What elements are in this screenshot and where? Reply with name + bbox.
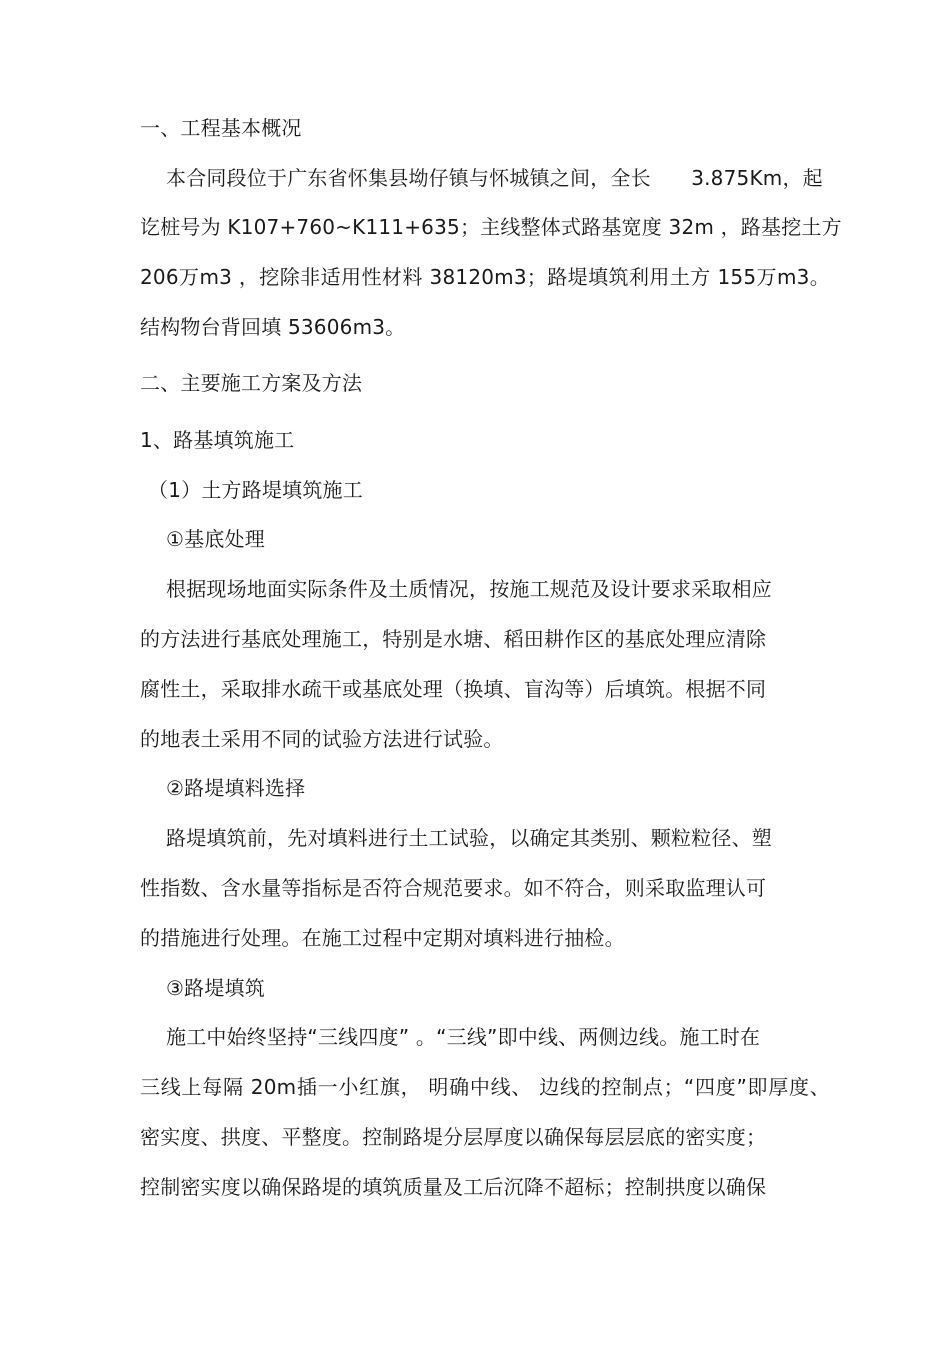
item-heading: ①基底处理 [166, 527, 265, 551]
paragraph-line: 性指数、含水量等指标是否符合规范要求。如不符合，则采取监理认可 [140, 876, 767, 900]
section-heading-2: 二、主要施工方案及方法 [140, 371, 363, 395]
section-heading-1: 一、工程基本概况 [140, 116, 302, 140]
item-heading: ③路堤填筑 [166, 976, 265, 1000]
paragraph-line: 根据现场地面实际条件及土质情况，按施工规范及设计要求采取相应 [166, 577, 772, 601]
paragraph-line: 腐性土，采取排水疏干或基底处理（换填、盲沟等）后填筑。根据不同 [140, 677, 767, 701]
subsubsection-heading: （1）土方路堤填筑施工 [148, 478, 363, 502]
item-heading: ②路堤填料选择 [166, 776, 306, 800]
paragraph-line: 的措施进行处理。在施工过程中定期对填料进行抽检。 [140, 926, 625, 950]
paragraph-line: 密实度、拱度、平整度。控制路堤分层厚度以确保每层层底的密实度； [140, 1125, 767, 1149]
paragraph-line: 的地表土采用不同的试验方法进行试验。 [140, 727, 504, 751]
subsection-heading: 1、路基填筑施工 [140, 428, 295, 452]
paragraph-line: 的方法进行基底处理施工，特别是水塘、稻田耕作区的基底处理应清除 [140, 627, 767, 651]
paragraph-line: 三线上每隔 20m插一小红旗， 明确中线、 边线的控制点；“四度”即厚度、 [140, 1075, 830, 1099]
paragraph-line: 本合同段位于广东省怀集县坳仔镇与怀城镇之间，全长 3.875Km，起 [166, 166, 823, 190]
paragraph-line: 讫桩号为 K107+760~K111+635；主线整体式路基宽度 32m ，路基挖土方 [140, 215, 842, 239]
paragraph-line: 206万m3 ，挖除非适用性材料 38120m3；路堤填筑利用土方 155万m3。 [140, 265, 830, 289]
paragraph-line: 施工中始终坚持“三线四度” 。“三线”即中线、两侧边线。施工时在 [166, 1025, 761, 1049]
paragraph-line: 控制密实度以确保路堤的填筑质量及工后沉降不超标；控制拱度以确保 [140, 1175, 767, 1199]
paragraph-line: 路堤填筑前，先对填料进行土工试验，以确定其类别、颗粒粒径、塑 [166, 826, 772, 850]
paragraph-line: 结构物台背回填 53606m3。 [140, 315, 406, 339]
